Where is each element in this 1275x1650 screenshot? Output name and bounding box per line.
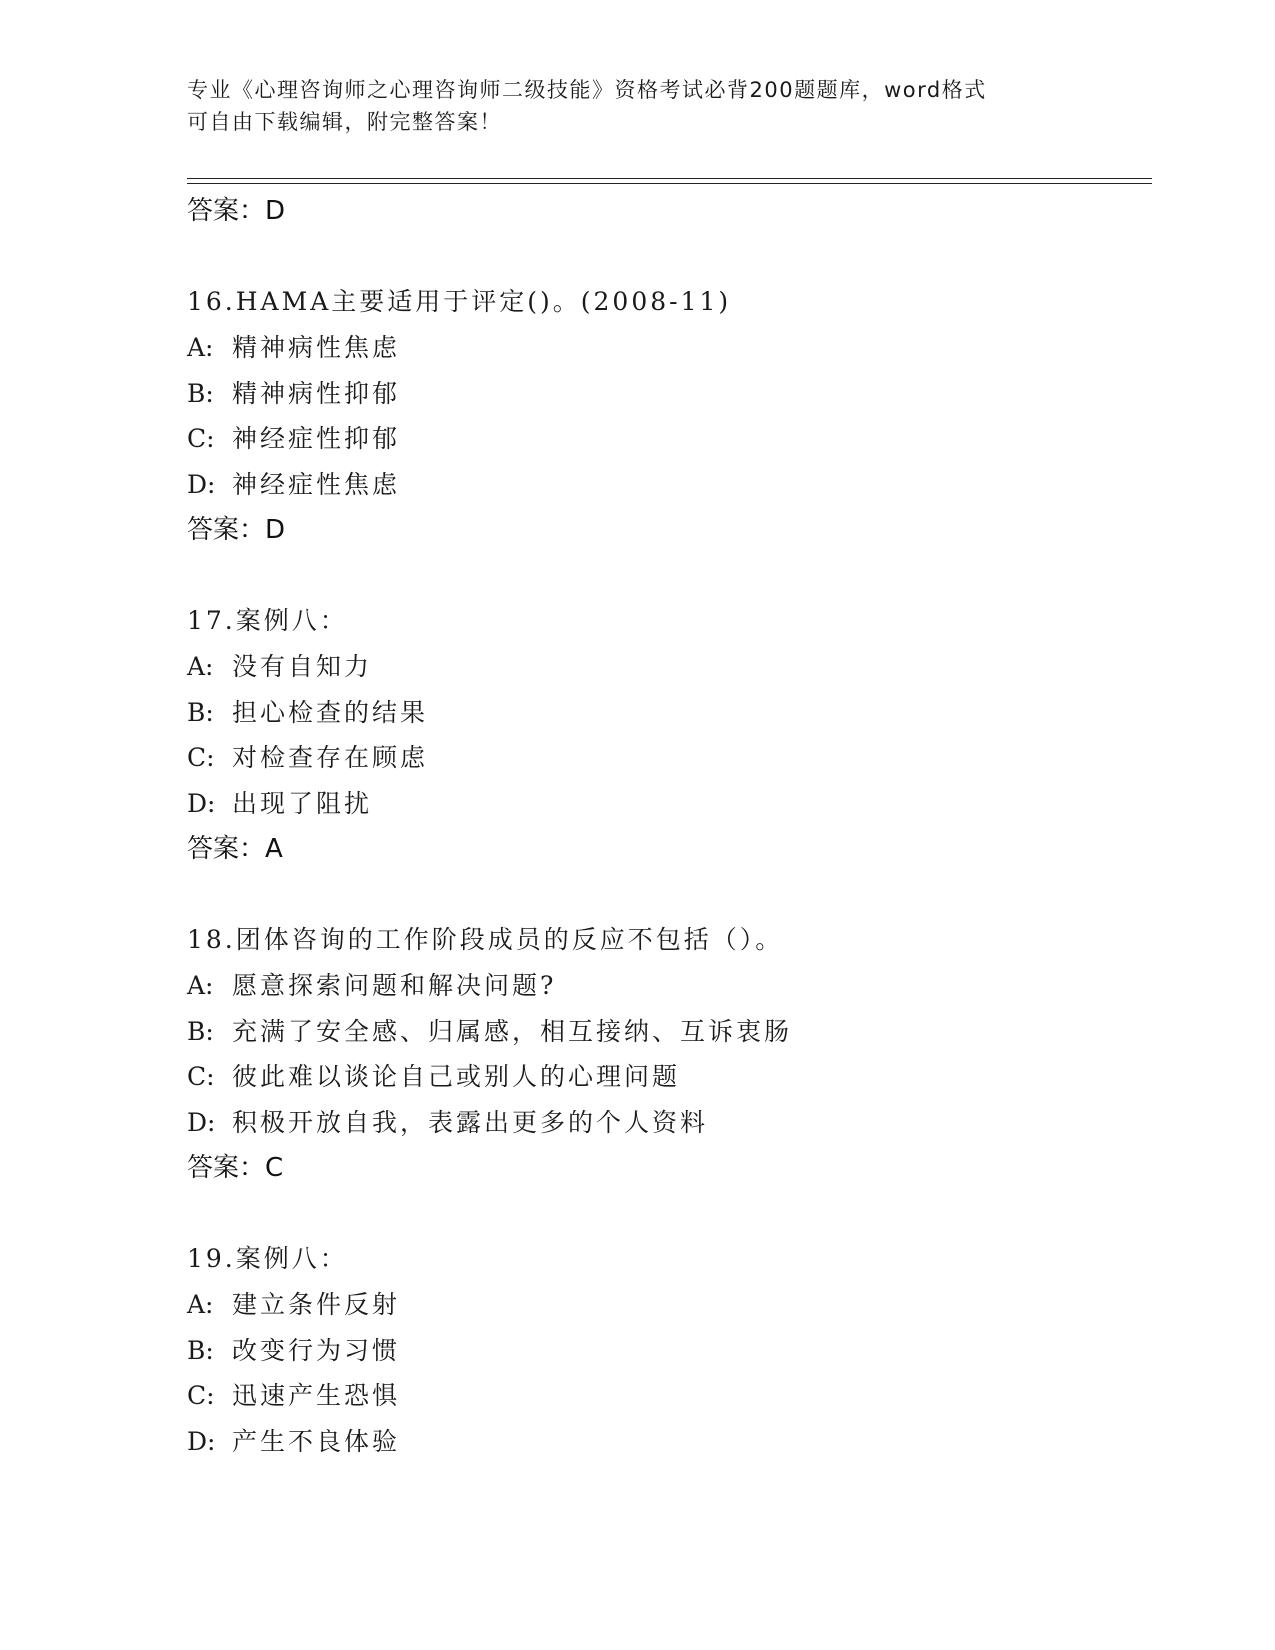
option-letter: D: <box>187 469 216 499</box>
option-text: 愿意探索问题和解决问题? <box>232 971 557 1000</box>
option-letter: D: <box>187 1107 216 1137</box>
option-letter: B: <box>187 697 214 727</box>
option-text: 产生不良体验 <box>232 1426 401 1456</box>
option-a <box>187 644 1147 690</box>
option-letter: B: <box>187 1335 214 1365</box>
option-d <box>187 1419 1147 1465</box>
option-c <box>187 1373 1147 1419</box>
option-b <box>187 1009 1147 1055</box>
question-block <box>187 1236 1147 1464</box>
spacer <box>187 234 1147 279</box>
option-letter: A: <box>187 333 214 362</box>
spacer <box>187 1191 1147 1236</box>
option-b <box>187 1328 1147 1374</box>
option-text: 彼此难以谈论自己或别人的心理问题 <box>232 1062 681 1091</box>
option-text: 神经症性焦虑 <box>232 469 401 499</box>
document-header <box>187 74 1067 138</box>
header-line-2: 可自由下载编辑，附完整答案！ <box>187 110 502 134</box>
option-b <box>187 371 1147 417</box>
answer-line: 答案：D <box>187 196 286 226</box>
option-text: 积极开放自我，表露出更多的个人资料 <box>232 1107 709 1137</box>
spacer <box>187 553 1147 598</box>
option-text: 充满了安全感、归属感，相互接纳、互诉衷肠 <box>232 1016 793 1046</box>
option-text: 精神病性焦虑 <box>232 333 401 362</box>
option-text: 担心检查的结果 <box>232 697 429 727</box>
answer-line: 答案：A <box>187 834 283 864</box>
question-title: 17.案例八： <box>187 606 348 635</box>
option-a <box>187 963 1147 1009</box>
header-line-1: 专业《心理咨询师之心理咨询师二级技能》资格考试必背200题题库，word格式 <box>187 78 987 102</box>
question-list <box>187 188 1147 1464</box>
option-c <box>187 416 1147 462</box>
option-text: 神经症性抑郁 <box>232 424 401 453</box>
option-a <box>187 1282 1147 1328</box>
option-letter: C: <box>187 1062 215 1091</box>
question-title: 16.HAMA主要适用于评定()。(2008-11) <box>187 287 732 316</box>
question-title: 18.团体咨询的工作阶段成员的反应不包括（）。 <box>187 925 784 954</box>
question-title: 19.案例八： <box>187 1244 348 1273</box>
option-a <box>187 325 1147 371</box>
answer-line: 答案：D <box>187 515 286 545</box>
option-letter: A: <box>187 971 214 1000</box>
option-c <box>187 1054 1147 1100</box>
option-text: 改变行为习惯 <box>232 1335 401 1365</box>
question-block <box>187 917 1147 1191</box>
option-letter: C: <box>187 1381 215 1410</box>
spacer <box>187 872 1147 917</box>
option-text: 建立条件反射 <box>232 1290 401 1319</box>
option-b <box>187 690 1147 736</box>
option-letter: C: <box>187 743 215 772</box>
header-rule-bottom <box>187 183 1152 184</box>
option-letter: D: <box>187 788 216 818</box>
header-rule-top <box>187 178 1152 179</box>
option-text: 没有自知力 <box>232 652 373 681</box>
option-d <box>187 1100 1147 1146</box>
option-letter: A: <box>187 652 214 681</box>
option-letter: C: <box>187 424 215 453</box>
option-text: 迅速产生恐惧 <box>232 1381 401 1410</box>
option-text: 出现了阻扰 <box>232 788 373 818</box>
option-letter: B: <box>187 378 214 408</box>
option-letter: A: <box>187 1290 214 1319</box>
option-letter: D: <box>187 1426 216 1456</box>
option-c <box>187 735 1147 781</box>
option-text: 对检查存在顾虑 <box>232 743 429 772</box>
option-letter: B: <box>187 1016 214 1046</box>
answer-line: 答案：C <box>187 1153 284 1183</box>
question-block <box>187 598 1147 872</box>
option-text: 精神病性抑郁 <box>232 378 401 408</box>
question-block <box>187 279 1147 553</box>
option-d <box>187 781 1147 827</box>
option-d <box>187 462 1147 508</box>
